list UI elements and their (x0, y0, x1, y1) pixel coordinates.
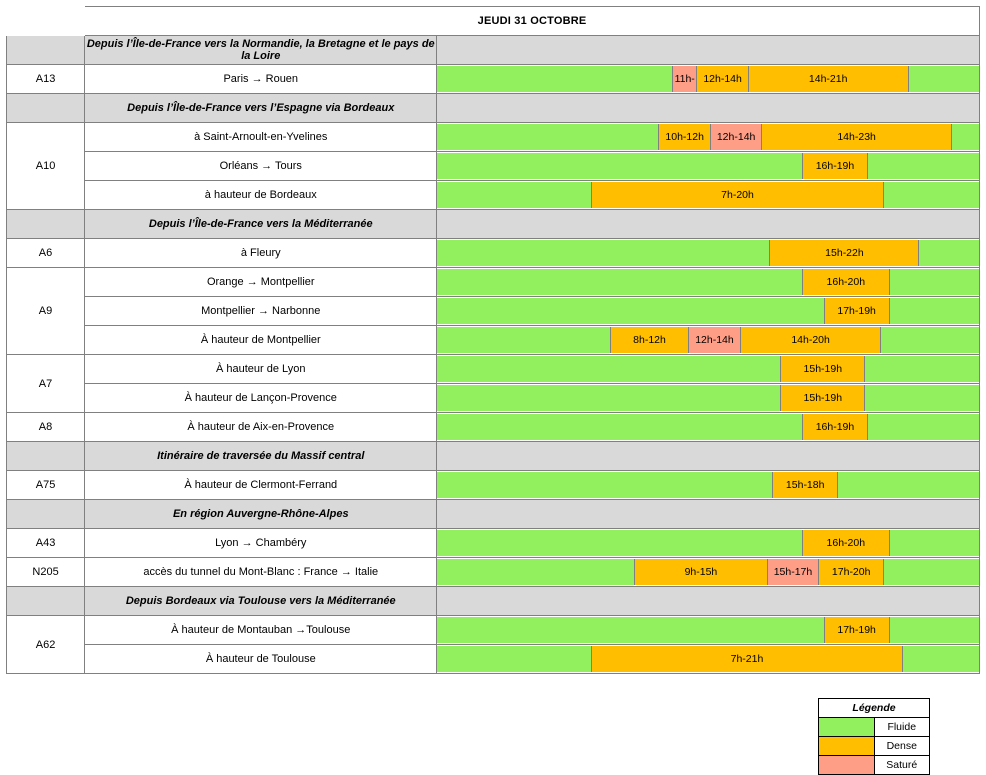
timeline-segment-fluide (437, 124, 659, 150)
legend-swatch-sature (819, 756, 875, 775)
axis-label: A8 (7, 413, 85, 442)
section-row (7, 94, 980, 123)
timeline-bar (437, 153, 979, 179)
timeline-bar (437, 298, 979, 324)
section-chart-pad (437, 210, 980, 239)
timeline-segment-fluide (952, 124, 979, 150)
axis-label: A9 (7, 268, 85, 355)
timeline-bar (437, 327, 979, 353)
timeline-segment-dense: 16h-19h (803, 414, 868, 440)
legend-title-row (819, 699, 930, 718)
table-row (7, 616, 980, 645)
route-label: Orléans → Tours (85, 152, 437, 181)
traffic-timeline (437, 326, 980, 355)
timeline-segment-fluide (890, 298, 979, 324)
section-row (7, 500, 980, 529)
route-label: À hauteur de Montauban →Toulouse (85, 616, 437, 645)
timeline-segment-dense: 7h-21h (592, 646, 903, 672)
timeline-segment-dense: 7h-20h (592, 182, 884, 208)
timeline-segment-dense: 10h-12h (659, 124, 710, 150)
section-axis-pad (7, 210, 85, 239)
section-chart-pad (437, 94, 980, 123)
timeline-segment-dense: 15h-22h (770, 240, 919, 266)
traffic-timeline (437, 152, 980, 181)
table-row (7, 181, 980, 210)
legend-label-sature: Saturé (874, 756, 930, 775)
section-axis-pad (7, 442, 85, 471)
timeline-segment-fluide (868, 153, 979, 179)
section-row (7, 442, 980, 471)
legend (818, 698, 930, 775)
table-row (7, 355, 980, 384)
timeline-segment-fluide (903, 646, 979, 672)
timeline-segment-fluide (865, 385, 979, 411)
timeline-segment-fluide (437, 298, 824, 324)
axis-label: A13 (7, 65, 85, 94)
day-title: JEUDI 31 OCTOBRE (85, 7, 980, 36)
timeline-segment-dense: 15h-18h (773, 472, 838, 498)
timeline-bar (437, 385, 979, 411)
table-row (7, 123, 980, 152)
timeline-segment-fluide (437, 617, 824, 643)
route-label: Lyon → Chambéry (85, 529, 437, 558)
table-row (7, 152, 980, 181)
timeline-segment-dense: 14h-21h (749, 66, 909, 92)
timeline-segment-dense: 14h-20h (741, 327, 882, 353)
traffic-timeline (437, 645, 980, 674)
timeline-segment-dense: 9h-15h (635, 559, 768, 585)
timeline-bar (437, 66, 979, 92)
timeline-segment-dense: 16h-19h (803, 153, 868, 179)
table-row (7, 65, 980, 94)
timeline-segment-dense: 15h-19h (781, 385, 865, 411)
timeline-bar (437, 559, 979, 585)
route-label: À hauteur de Montpellier (85, 326, 437, 355)
route-label: À hauteur de Lyon (85, 355, 437, 384)
section-row (7, 36, 980, 65)
axis-label: A43 (7, 529, 85, 558)
route-label: À hauteur de Clermont-Ferrand (85, 471, 437, 500)
table-row (7, 326, 980, 355)
section-title: Depuis l’Île-de-France vers la Méditerranée (85, 210, 437, 239)
timeline-segment-fluide (437, 182, 591, 208)
timeline-segment-sature: 12h-14h (711, 124, 762, 150)
timeline-segment-fluide (919, 240, 979, 266)
route-label: Orange → Montpellier (85, 268, 437, 297)
timeline-bar (437, 472, 979, 498)
traffic-timeline (437, 355, 980, 384)
route-label: À hauteur de Lançon-Provence (85, 384, 437, 413)
axis-label: A75 (7, 471, 85, 500)
axis-label: A7 (7, 355, 85, 413)
traffic-timeline (437, 413, 980, 442)
timeline-segment-fluide (890, 530, 979, 556)
table-row (7, 529, 980, 558)
route-label: à hauteur de Bordeaux (85, 181, 437, 210)
section-chart-pad (437, 442, 980, 471)
section-axis-pad (7, 36, 85, 65)
timeline-segment-fluide (881, 327, 978, 353)
section-title: Depuis l’Île-de-France vers l’Espagne via Bordeaux (85, 94, 437, 123)
legend-label-fluide: Fluide (874, 718, 930, 737)
axis-label: A10 (7, 123, 85, 210)
axis-label: N205 (7, 558, 85, 587)
timeline-segment-fluide (437, 472, 773, 498)
timeline-bar (437, 414, 979, 440)
traffic-timeline (437, 471, 980, 500)
timeline-segment-dense: 16h-20h (803, 269, 890, 295)
timeline-segment-dense: 16h-20h (803, 530, 890, 556)
section-axis-pad (7, 500, 85, 529)
section-chart-pad (437, 587, 980, 616)
timeline-segment-fluide (884, 182, 979, 208)
legend-item-dense (819, 737, 930, 756)
timeline-segment-dense: 15h-19h (781, 356, 865, 382)
timeline-segment-fluide (437, 414, 803, 440)
timeline-bar (437, 124, 979, 150)
route-label: À hauteur de Aix-en-Provence (85, 413, 437, 442)
section-axis-pad (7, 587, 85, 616)
timeline-segment-fluide (437, 66, 673, 92)
table-body (7, 7, 980, 674)
traffic-forecast-sheet (6, 6, 980, 771)
legend-swatch-dense (819, 737, 875, 756)
timeline-segment-sature: 12h-14h (689, 327, 740, 353)
timeline-segment-fluide (890, 617, 979, 643)
traffic-timeline (437, 297, 980, 326)
traffic-timeline (437, 558, 980, 587)
timeline-segment-fluide (909, 66, 979, 92)
legend-item-fluide (819, 718, 930, 737)
timeline-segment-dense: 8h-12h (611, 327, 690, 353)
section-title: En région Auvergne-Rhône-Alpes (85, 500, 437, 529)
section-axis-pad (7, 94, 85, 123)
legend-label-dense: Dense (874, 737, 930, 756)
table-row (7, 297, 980, 326)
corner-blank-cell (7, 7, 85, 36)
timeline-segment-fluide (437, 385, 781, 411)
timeline-segment-dense: 17h-19h (825, 617, 890, 643)
traffic-timeline (437, 123, 980, 152)
timeline-bar (437, 617, 979, 643)
timeline-segment-fluide (865, 356, 979, 382)
table-row (7, 645, 980, 674)
timeline-segment-fluide (868, 414, 979, 440)
legend-title: Légende (819, 699, 930, 718)
section-chart-pad (437, 36, 980, 65)
table-row (7, 471, 980, 500)
timeline-segment-fluide (838, 472, 979, 498)
timeline-bar (437, 240, 979, 266)
table-row (7, 413, 980, 442)
traffic-timeline (437, 616, 980, 645)
route-label: accès du tunnel du Mont-Blanc : France → Italie (85, 558, 437, 587)
route-label: à Fleury (85, 239, 437, 268)
traffic-timeline (437, 384, 980, 413)
axis-label: A62 (7, 616, 85, 674)
timeline-segment-fluide (437, 269, 803, 295)
traffic-timeline (437, 239, 980, 268)
timeline-segment-fluide (890, 269, 979, 295)
timeline-segment-dense: 17h-20h (819, 559, 884, 585)
traffic-timeline (437, 65, 980, 94)
section-chart-pad (437, 500, 980, 529)
legend-item-sature (819, 756, 930, 775)
table-row (7, 239, 980, 268)
timeline-segment-fluide (437, 559, 635, 585)
section-title: Itinéraire de traversée du Massif central (85, 442, 437, 471)
route-label: à Saint-Arnoult-en-Yvelines (85, 123, 437, 152)
timeline-bar (437, 356, 979, 382)
route-label: Montpellier → Narbonne (85, 297, 437, 326)
section-row (7, 587, 980, 616)
timeline-segment-fluide (437, 646, 591, 672)
section-title: Depuis Bordeaux via Toulouse vers la Méditerranée (85, 587, 437, 616)
timeline-segment-dense: 12h-14h (697, 66, 748, 92)
table-row (7, 558, 980, 587)
timeline-segment-fluide (437, 530, 803, 556)
table-row (7, 268, 980, 297)
traffic-timeline (437, 529, 980, 558)
timeline-segment-dense: 14h-23h (762, 124, 952, 150)
timeline-segment-fluide (437, 327, 610, 353)
route-label: Paris → Rouen (85, 65, 437, 94)
timeline-bar (437, 530, 979, 556)
timeline-segment-fluide (884, 559, 979, 585)
header-row (7, 7, 980, 36)
timeline-segment-sature: 11h- (673, 66, 697, 92)
traffic-timeline (437, 181, 980, 210)
timeline-bar (437, 646, 979, 672)
timeline-bar (437, 182, 979, 208)
table-row (7, 384, 980, 413)
timeline-segment-dense: 17h-19h (825, 298, 890, 324)
traffic-forecast-table (6, 6, 980, 674)
route-label: À hauteur de Toulouse (85, 645, 437, 674)
timeline-segment-fluide (437, 240, 770, 266)
timeline-bar (437, 269, 979, 295)
timeline-segment-fluide (437, 153, 803, 179)
traffic-timeline (437, 268, 980, 297)
section-row (7, 210, 980, 239)
section-title: Depuis l’Île-de-France vers la Normandie, la Bretagne et le pays de la Loire (85, 36, 437, 65)
timeline-segment-fluide (437, 356, 781, 382)
timeline-segment-sature: 15h-17h (768, 559, 819, 585)
legend-swatch-fluide (819, 718, 875, 737)
axis-label: A6 (7, 239, 85, 268)
